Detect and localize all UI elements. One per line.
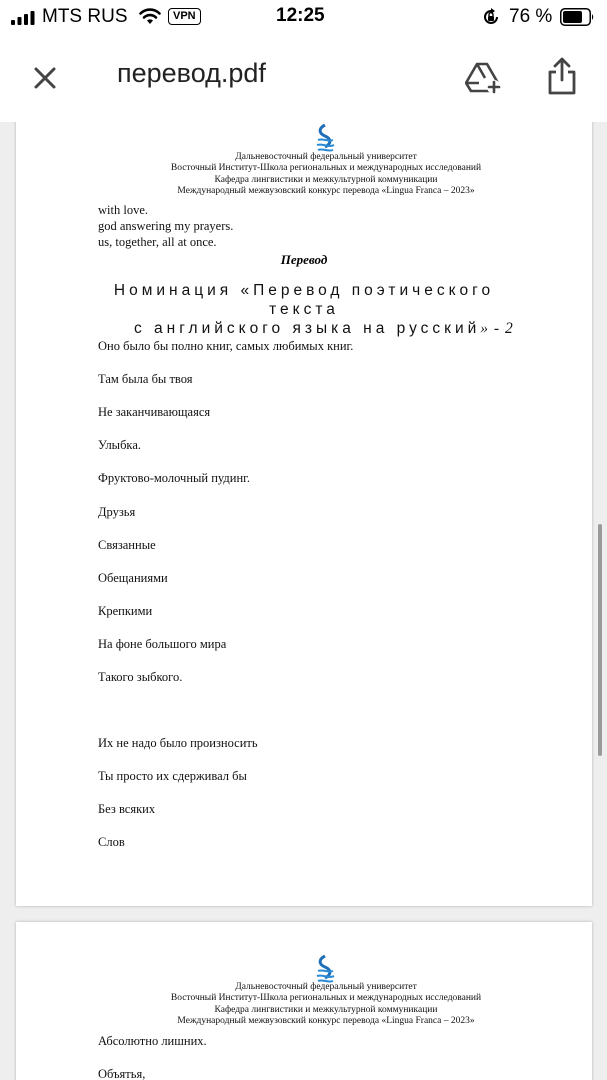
cellular-signal-icon — [11, 11, 35, 25]
poem-line: На фоне большого мира — [98, 637, 227, 651]
share-icon[interactable] — [545, 56, 579, 96]
header-line: Международный межвузовский конкурс перевода «Lingua Franca – 2023» — [177, 185, 475, 196]
nomination-title: Номинация «Перевод поэтического — [113, 282, 495, 299]
university-header — [116, 152, 536, 197]
poem-line: Абсолютно лишних. — [98, 1034, 207, 1048]
nomination-title — [134, 320, 514, 338]
add-to-drive-icon[interactable] — [465, 58, 503, 96]
poem-line: Оно было бы полно книг, самых любимых книг. — [98, 339, 354, 353]
header-line: Дальневосточный федеральный университет — [235, 982, 417, 992]
header-line: Кафедра лингвистики и межкультурной коммуникации — [214, 174, 438, 185]
poem-line: Связанные — [98, 538, 156, 552]
poem-line: Улыбка. — [98, 438, 141, 452]
university-logo-icon — [314, 124, 336, 152]
poem-line: Обещаниями — [98, 571, 168, 585]
poem-line: Такого зыбкого. — [98, 670, 183, 684]
nomination-text: с английского языка на русский — [134, 320, 481, 337]
university-header — [116, 982, 536, 1027]
pdf-viewer[interactable] — [0, 122, 607, 1080]
vpn-badge: VPN — [168, 8, 201, 25]
header-line: Восточный Институт-Школа региональных и международных исследований — [170, 993, 482, 1004]
english-line: god answering my prayers. — [98, 219, 234, 233]
battery-percent: 76 % — [509, 6, 553, 27]
carrier-name: MTS RUS — [42, 6, 128, 27]
header-line: Кафедра лингвистики и межкультурной коммуникации — [214, 1004, 438, 1015]
battery-icon — [560, 8, 595, 26]
header-line: Восточный Институт-Школа региональных и международных исследований — [170, 163, 482, 174]
status-time: 12:25 — [276, 5, 325, 26]
poem-line: Слов — [98, 835, 125, 849]
poem-line: Объятья, — [98, 1067, 146, 1080]
poem-line: Друзья — [98, 505, 136, 519]
nomination-title: текста — [269, 301, 339, 318]
close-icon[interactable] — [28, 61, 62, 95]
university-logo-icon — [314, 955, 336, 983]
translation-heading: Перевод — [280, 252, 328, 267]
english-line: with love. — [98, 203, 148, 217]
app-toolbar — [0, 34, 607, 122]
poem-line: Не заканчивающаяся — [98, 405, 211, 419]
status-bar — [0, 0, 607, 34]
document-title: перевод.pdf — [117, 58, 266, 88]
poem-line: Там была бы твоя — [98, 372, 193, 386]
english-line: us, together, all at once. — [98, 235, 217, 249]
vertical-scrollbar[interactable] — [598, 524, 602, 756]
nomination-number: » - 2 — [480, 320, 514, 337]
orientation-lock-icon — [482, 8, 500, 26]
poem-line: Крепкими — [98, 604, 153, 618]
poem-line: Их не надо было произносить — [98, 736, 258, 750]
pdf-page-1 — [16, 122, 592, 906]
poem-line: Фруктово-молочный пудинг. — [98, 471, 250, 485]
header-line: Международный межвузовский конкурс перевода «Lingua Franca – 2023» — [177, 1015, 475, 1026]
pdf-page-2 — [16, 922, 592, 1080]
wifi-icon — [138, 7, 162, 25]
header-line: Дальневосточный федеральный университет — [235, 152, 417, 162]
poem-line: Без всяких — [98, 802, 156, 816]
poem-line: Ты просто их сдерживал бы — [98, 769, 247, 783]
